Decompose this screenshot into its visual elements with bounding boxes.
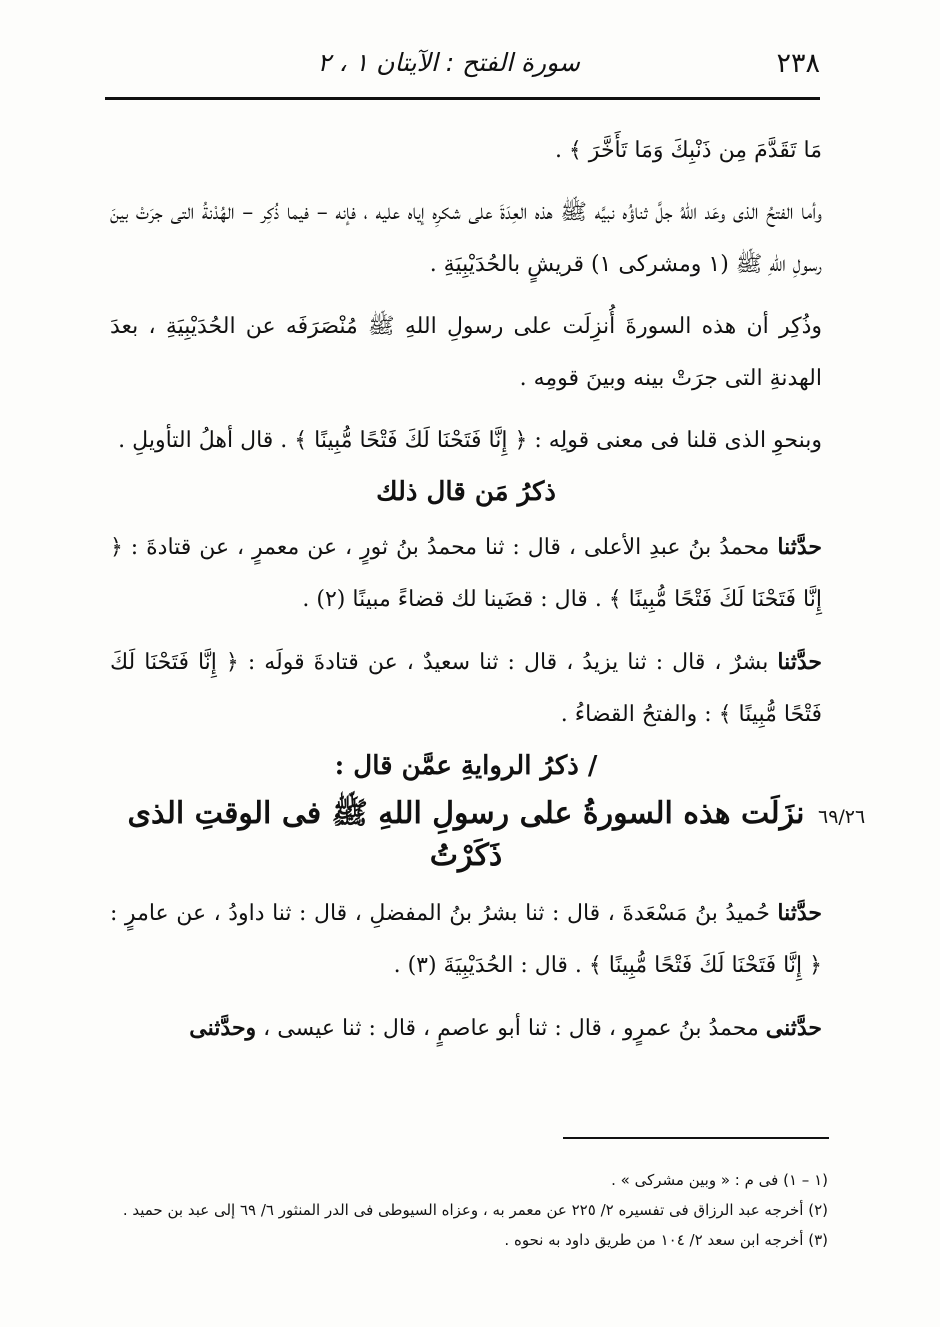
page-body: [110, 125, 822, 1065]
hadith-4-text: محمدُ بنُ عمرٍو ، قال : ثنا أبو عاصمٍ ، قال : ثنا عيسى ،: [256, 1016, 766, 1041]
hadith-2: [110, 636, 822, 741]
header-rule: [105, 97, 820, 100]
narration-opener: حدَّثنى: [765, 1015, 822, 1041]
verse-continuation: مَا تَقَدَّمَ مِن ذَنْبِكَ وَمَا تَأَخَّرَ ﴾ .: [554, 138, 822, 163]
paragraph-interpretation: وبنحوِ الذى قلنا فى معنى قولِه : ﴿ إِنَّا فَتَحْنَا لَكَ فَتْحًا مُّبِينًا ﴾ . قال أهلُ التأويلِ .: [118, 428, 822, 453]
narration-opener: حدَّثنا: [777, 649, 822, 675]
running-title: سورة الفتح : الآيتان ١ ، ٢: [317, 48, 580, 77]
margin-page-reference: ٦٩/٢٦: [818, 806, 866, 828]
paragraph-fath-meaning: وأما الفتحُ الذى وعَد اللهُ جلَّ ثناؤُه نبيَّه ﷺ هذه العِدَةَ على شكرِه إياه عليه ، فإنه – فيما ذُكِر – الهُدْنةُ التى جرَتْ بينَ رسولِ اللهِ ﷺ (١ ومشركى ١) قريشٍ بالحُدَيْبِيَةِ .: [110, 200, 822, 277]
hadith-2-text: بشرٌ ، قال : ثنا يزيدُ ، قال : ثنا سعيدٌ ، عن قتادةَ قولَه : ﴿ إِنَّا فَتَحْنَا لَكَ فَتْحًا مُّبِينًا ﴾ : والفتحُ القضاءُ .: [110, 650, 822, 727]
paragraph-revelation: وذُكِر أن هذه السورةَ أُنزِلَت على رسولِ اللهِ ﷺ مُنْصَرَفَه عن الحُدَيْبِيَةِ ، بعدَ الهدنةِ التى جرَتْ بينه وبينَ قومِه .: [110, 314, 822, 391]
page-header: [105, 42, 820, 94]
hadith-3-text: حُميدُ بنُ مَسْعَدةَ ، قال : ثنا بشرُ بنُ المفضلِ ، قال : ثنا داودُ ، عن عامرٍ : ﴿ إِنَّا فَتَحْنَا لَكَ فَتْحًا مُّبِينًا ﴾ . قال : الحُدَيْبِيَةَ (٣) .: [110, 901, 822, 978]
footnotes: [110, 1165, 828, 1255]
narration-opener: حدَّثنا: [777, 534, 822, 560]
footnote-separator: [563, 1137, 829, 1139]
footnote-3: (٣) أخرجه ابن سعد ٢/ ١٠٤ من طريق داود به نحوه .: [504, 1231, 828, 1249]
section-heading-narrators: ذكرُ مَن قال ذلك: [376, 477, 556, 507]
narration-opener: حدَّثنا: [777, 900, 822, 926]
section-heading-riwaya: / ذكرُ الروايةِ عمَّن قال :: [334, 751, 598, 781]
hadith-1-text: محمدُ بنُ عبدِ الأعلى ، قال : ثنا محمدُ بنُ ثورٍ ، عن معمرٍ ، عن قتادةَ : ﴿ إِنَّا فَتَحْنَا لَكَ فَتْحًا مُّبِينًا ﴾ . قال : قضَينا لك قضاءً مبينًا (٢) .: [110, 535, 822, 612]
hadith-3: [110, 887, 822, 992]
section-heading-revelation-time: نزَلَت هذه السورةُ على رسولِ اللهِ ﷺ فى الوقتِ الذى ذَكَرْتُ: [127, 796, 805, 873]
hadith-4: [110, 1002, 822, 1055]
hadith-1: [110, 521, 822, 626]
footnote-2: (٢) أخرجه عبد الرزاق فى تفسيره ٢/ ٢٢٥ عن معمر به ، وعزاه السيوطى فى الدر المنثور ٦/ ٦٩ إلى عبد بن حميد .: [122, 1201, 828, 1219]
footnote-1: (١ – ١) فى م : « وبين مشركى » .: [611, 1171, 828, 1189]
page-number: ٢٣٨: [776, 48, 820, 79]
narration-opener-2: وحدَّثنى: [189, 1015, 257, 1041]
